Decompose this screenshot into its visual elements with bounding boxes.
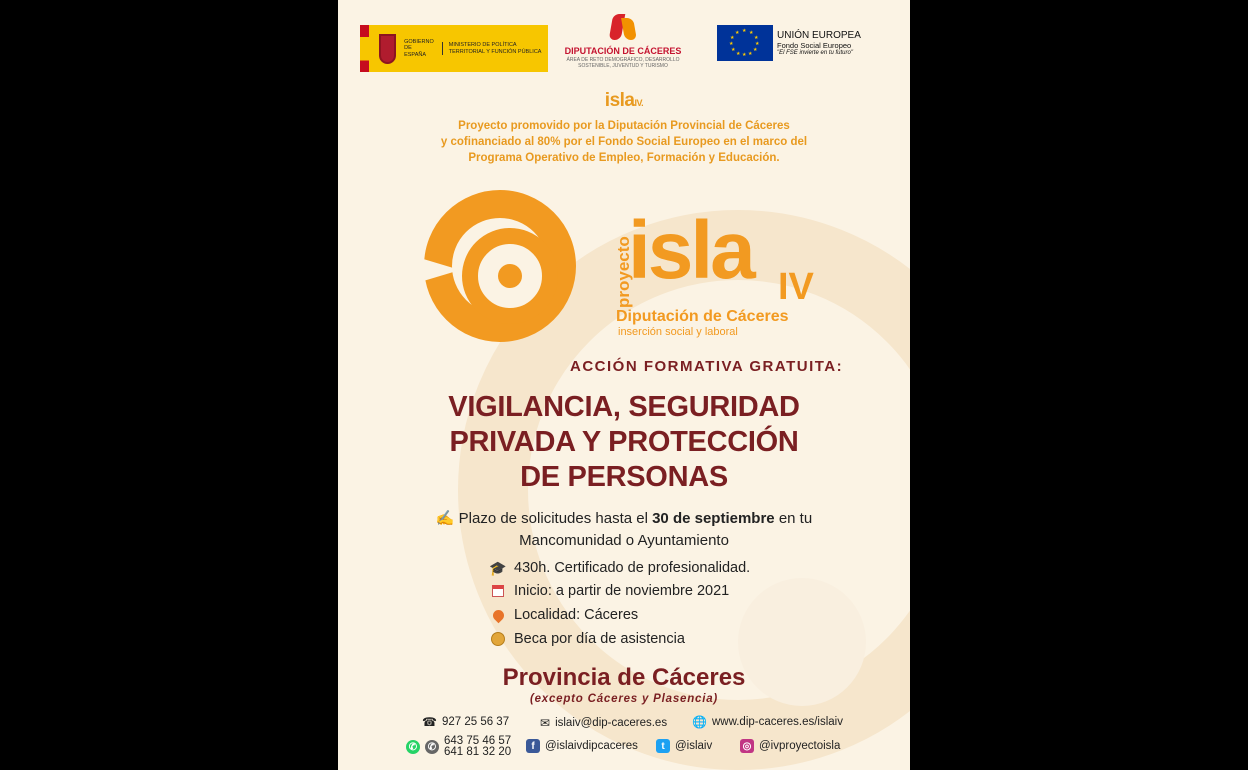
feature-item (488, 583, 729, 599)
promo-text (378, 118, 870, 166)
title-line: PRIVADA Y PROTECCIÓN (449, 426, 799, 458)
accion-heading: ACCIÓN FORMATIVA GRATUITA: (570, 358, 844, 375)
diputacion-label: DIPUTACIÓN DE CÁCERES (564, 46, 682, 56)
calendar-icon (488, 583, 508, 599)
facebook-handle[interactable]: @islaivdipcaceres (545, 740, 638, 752)
program-suffix: IV. (634, 98, 644, 108)
twitter-icon: t (656, 739, 670, 753)
phone-number: 927 25 56 37 (441, 716, 510, 728)
logo-diputacion: Diputación de Cáceres (616, 308, 789, 325)
logo-center-dot (498, 264, 522, 288)
web-contact[interactable] (692, 715, 843, 729)
program-name: isla (604, 90, 635, 111)
logo-iv: IV (778, 266, 814, 308)
spain-flag-icon (360, 25, 369, 72)
mobile-number: 641 81 32 20 (444, 746, 512, 758)
phone-icon: ☎ (422, 715, 437, 729)
promo-line: Programa Operativo de Empleo, Formación y Educación. (468, 152, 780, 164)
plazo-line2: Mancomunidad o Ayuntamiento (519, 532, 729, 549)
facebook-icon: f (526, 739, 540, 753)
feature-item (488, 631, 685, 647)
mobile-contact (406, 736, 511, 758)
feature-text: Localidad: Cáceres (514, 607, 639, 623)
gobierno-logo (360, 25, 548, 72)
web-address[interactable]: www.dip-caceres.es/islaiv (711, 716, 843, 728)
program-mark (338, 90, 910, 112)
eu-fund: Fondo Social Europeo (777, 41, 852, 50)
eu-title: UNIÓN EUROPEA (777, 30, 861, 41)
feature-item (488, 560, 750, 576)
logo-tagline: inserción social y laboral (618, 326, 738, 338)
pencil-icon: ✍ (435, 510, 455, 527)
eu-logo (717, 25, 861, 61)
coins-icon (488, 631, 508, 647)
plazo-date: 30 de septiembre (652, 510, 775, 527)
diputacion-mark-icon (608, 14, 638, 42)
phone-contact (422, 715, 509, 729)
twitter-handle[interactable]: @islaiv (675, 740, 713, 752)
title-line: VIGILANCIA, SEGURIDAD (448, 391, 800, 423)
feature-text: 430h. Certificado de profesionalidad. (514, 560, 751, 576)
instagram-contact[interactable] (740, 739, 840, 753)
twitter-contact[interactable] (656, 739, 712, 753)
plazo-suffix: en tu (778, 510, 813, 527)
deadline-text (378, 508, 870, 552)
email-address[interactable]: islaiv@dip-caceres.es (555, 717, 668, 729)
instagram-icon: ◎ (740, 739, 754, 753)
logo-isla: isla (628, 205, 753, 296)
feature-text: Inicio: a partir de noviembre 2021 (514, 583, 730, 599)
whatsapp-icon: ✆ (406, 740, 420, 754)
facebook-contact[interactable] (526, 739, 638, 753)
feature-text: Beca por día de asistencia (514, 631, 685, 647)
phone-circle-icon: ✆ (425, 740, 439, 754)
poster (338, 0, 910, 770)
instagram-handle[interactable]: @ivproyectoisla (759, 740, 841, 752)
promo-line: Proyecto promovido por la Diputación Provincial de Cáceres (458, 120, 790, 132)
diputacion-logo (560, 14, 686, 70)
diputacion-area: ÁREA DE RETO DEMOGRÁFICO, DESARROLLO SOSTENIBLE, JUVENTUD Y TURISMO (566, 57, 680, 70)
location-pin-icon (488, 607, 508, 623)
province-note: (excepto Cáceres y Plasencia) (529, 693, 719, 705)
mobile-number: 643 75 46 57 (444, 735, 512, 747)
envelope-icon: ✉ (540, 716, 551, 730)
coat-of-arms-icon (379, 34, 397, 64)
graduation-cap-icon: 🎓 (489, 559, 507, 576)
logo-proyecto: proyecto (614, 236, 633, 308)
course-title (338, 390, 910, 495)
email-contact[interactable] (540, 716, 667, 730)
eu-flag-icon: ★ ★ ★ ★ ★ ★ ★ ★ ★ ★ ★ ★ (717, 25, 773, 61)
title-line: DE PERSONAS (520, 461, 728, 493)
gobierno-label: GOBIERNO DE ESPAÑA (404, 38, 434, 58)
promo-line: y cofinanciado al 80% por el Fondo Social Europeo en el marco del (440, 136, 808, 148)
province-title: Provincia de Cáceres (502, 664, 746, 691)
feature-item (488, 607, 638, 623)
ministerio-label: MINISTERIO DE POLÍTICA TERRITORIAL Y FUNCIÓN PÚBLICA (442, 42, 548, 55)
plazo-prefix: Plazo de solicitudes hasta el (458, 510, 648, 527)
eu-motto: "El FSE invierte en tu futuro" (777, 50, 853, 56)
globe-icon: 🌐 (692, 715, 707, 729)
